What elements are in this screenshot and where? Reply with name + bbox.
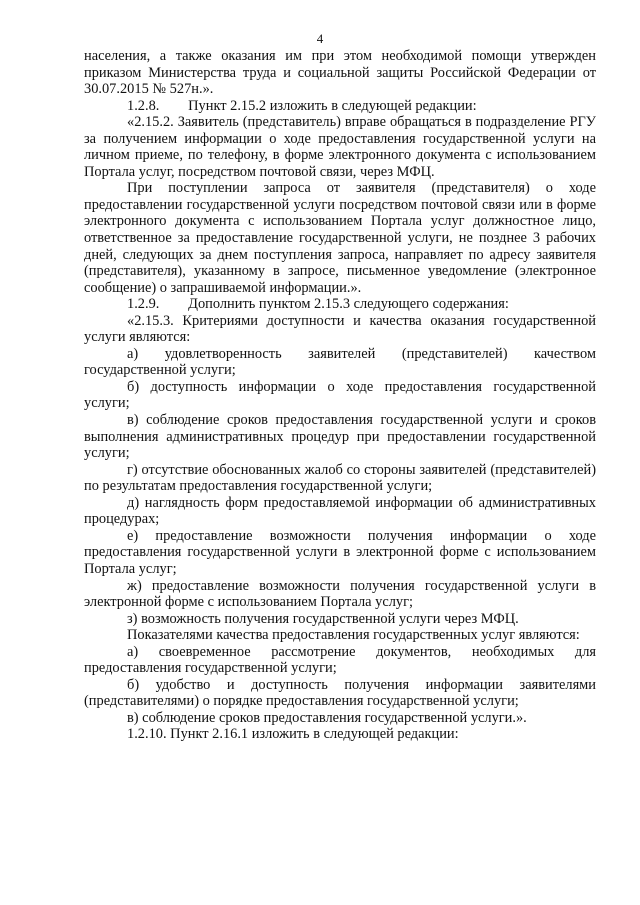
paragraph-12: е) предоставление возможности получения информации о ходе предоставления государственной услуги в электронной форме с использованием Портала услуг; [84, 527, 596, 577]
paragraph-14: з) возможность получения государственной услуги через МФЦ. [127, 610, 519, 627]
paragraph-11: д) наглядность форм предоставляемой информации об административных процедурах; [84, 494, 596, 528]
paragraph-13: ж) предоставление возможности получения государственной услуги в электронной форме с использованием Портала услуг; [84, 577, 596, 611]
paragraph-1: населения, а также оказания им при этом необходимой помощи утвержден приказом Министерства труда и социальной защиты Российской Федерации от 30.07.2015 № 527н.». [84, 48, 596, 98]
paragraph-5: 1.2.9. Дополнить пунктом 2.15.3 следующего содержания: [127, 296, 509, 313]
paragraph-9: в) соблюдение сроков предоставления государственной услуги и сроков выполнения административных процедур при предоставлении государственной услуги; [84, 412, 596, 462]
paragraph-6: «2.15.3. Критериями доступности и качества оказания государственной услуги являются: [84, 312, 596, 346]
paragraph-8: б) доступность информации о ходе предоставления государственной услуги; [84, 378, 596, 412]
paragraph-3: «2.15.2. Заявитель (представитель) вправе обращаться в подразделение РГУ за получением информации о ходе предоставления государственной услуги на личном приеме, по телефону, в форме электронного документа с использованием Портала услуг, посредством почтовой связи, через МФЦ. [84, 114, 596, 180]
paragraph-10: г) отсутствие обоснованных жалоб со стороны заявителей (представителей) по результатам предоставления государственной услуги; [84, 461, 596, 495]
paragraph-17: б) удобство и доступность получения информации заявителями (представителями) о порядке предоставления государственной услуги; [84, 676, 596, 710]
document-body [84, 48, 596, 743]
paragraph-15: Показателями качества предоставления государственных услуг являются: [127, 627, 580, 644]
page-number: 4 [316, 31, 324, 46]
paragraph-2: 1.2.8. Пункт 2.15.2 изложить в следующей редакции: [127, 97, 477, 114]
paragraph-16: а) своевременное рассмотрение документов, необходимых для предоставления государственной услуги; [84, 643, 596, 677]
paragraph-18: в) соблюдение сроков предоставления государственной услуги.». [127, 709, 527, 726]
paragraph-7: а) удовлетворенность заявителей (представителей) качеством государственной услуги; [84, 345, 596, 379]
paragraph-19: 1.2.10. Пункт 2.16.1 изложить в следующей редакции: [127, 726, 459, 743]
paragraph-4: При поступлении запроса от заявителя (представителя) о ходе предоставлении государственной услуги посредством почтовой связи или в форме электронного документа с использованием Портала услуг должностное лицо, ответственное за предоставление государственной услуги, не позднее 3 рабочих дней, следующих за днем поступления запроса, направляет по адресу заявителя (представителя), указанному в запросе, письменное уведомление (электронное сообщение) о запрашиваемой информации.». [84, 180, 596, 296]
